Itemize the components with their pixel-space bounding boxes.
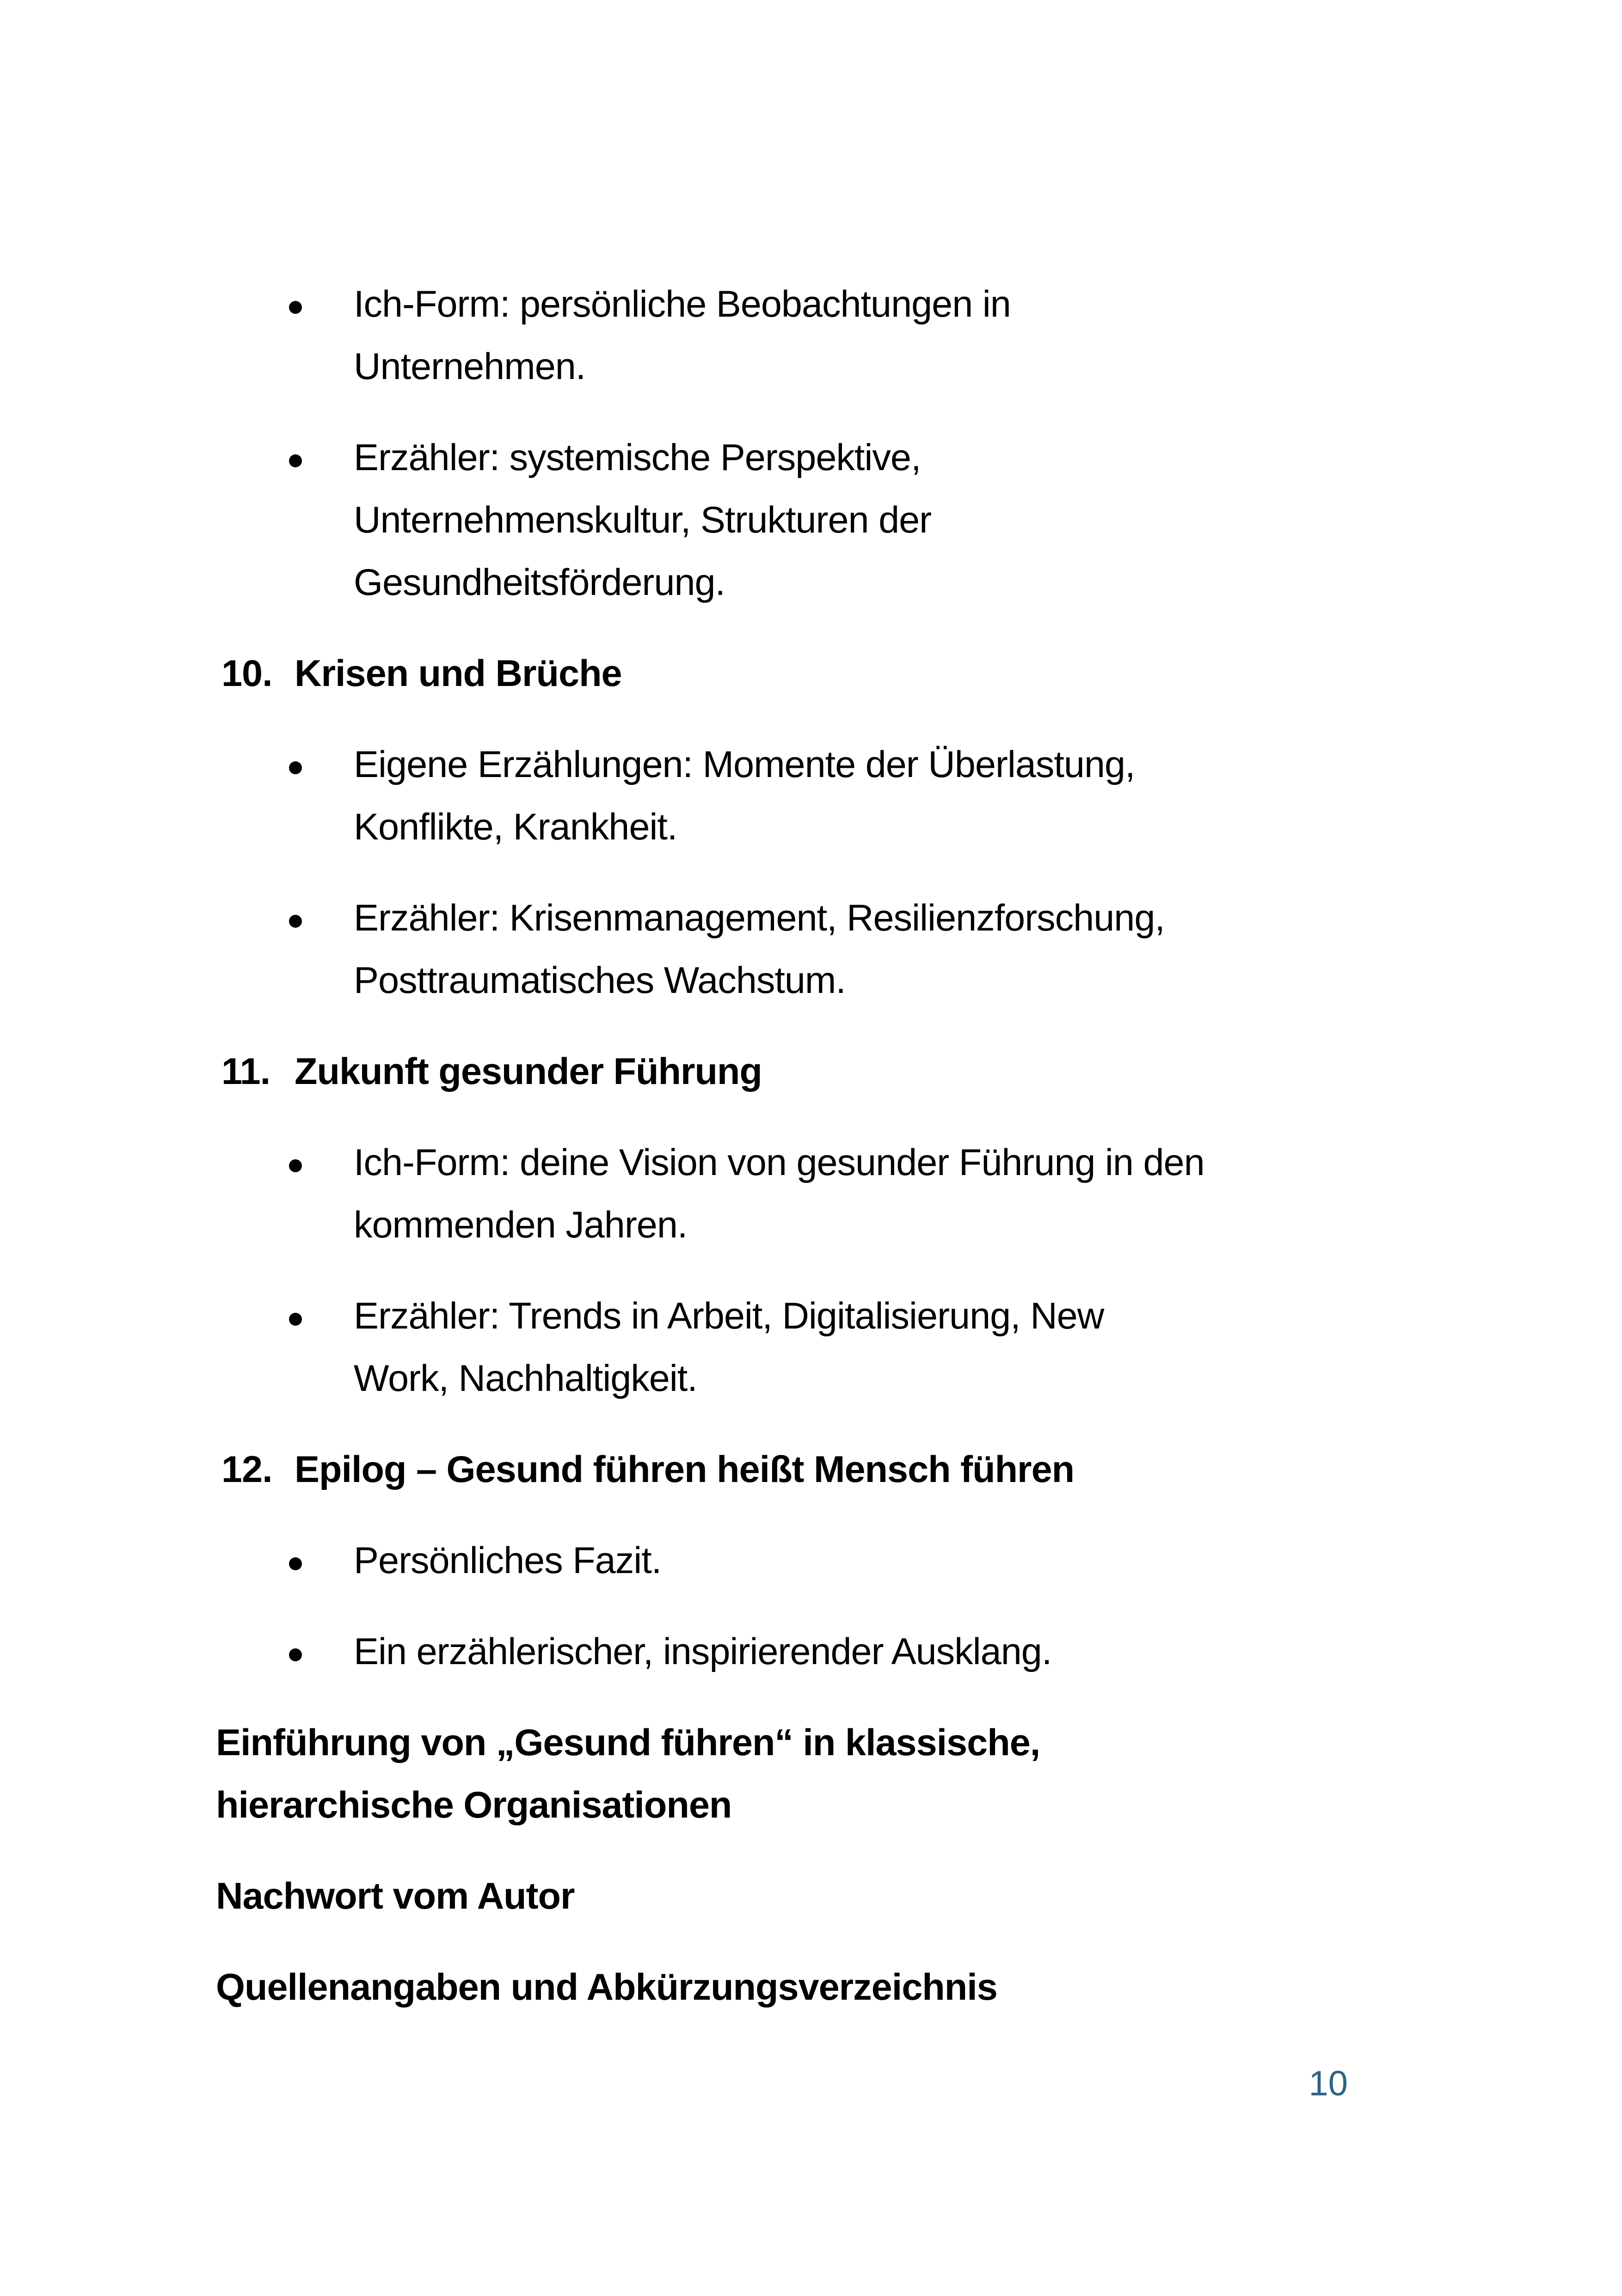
bullet-icon xyxy=(289,761,302,774)
list-item-text xyxy=(354,1621,1348,1683)
section-heading xyxy=(216,1439,1348,1501)
text-line: Ich-Form: persönliche Beobachtungen in xyxy=(354,283,1011,325)
list-item xyxy=(216,887,1348,1012)
section-heading xyxy=(216,643,1348,705)
bullet-icon xyxy=(289,1648,302,1661)
list-item-text xyxy=(354,427,1348,614)
text-line: Erzähler: Krisenmanagement, Resilienzforschung, xyxy=(354,897,1165,939)
list-item xyxy=(216,734,1348,858)
section-heading xyxy=(216,1041,1348,1103)
bullet-icon xyxy=(289,1557,302,1570)
section-heading-text xyxy=(295,1439,1074,1501)
list-item-text xyxy=(354,1285,1348,1410)
text-line: Unternehmenskultur, Strukturen der xyxy=(354,499,932,541)
text-line: Gesundheitsförderung. xyxy=(354,562,725,603)
text-line: Epilog – Gesund führen heißt Mensch führen xyxy=(295,1449,1075,1490)
list-item-text xyxy=(354,273,1348,398)
list-item xyxy=(216,1621,1348,1683)
bold-paragraph xyxy=(216,1956,1348,2019)
bullet-icon xyxy=(289,454,302,467)
paragraph-text xyxy=(216,1956,1348,2019)
text-line: Unternehmen. xyxy=(354,346,586,387)
text-line: Zukunft gesunder Führung xyxy=(295,1051,762,1092)
paragraph-text xyxy=(216,1712,1348,1837)
section-number: 10. xyxy=(221,653,272,694)
text-line: Erzähler: systemische Perspektive, xyxy=(354,437,921,478)
list-item-text xyxy=(354,1530,1348,1592)
page-number: 10 xyxy=(1309,2064,1348,2103)
text-line: Ich-Form: deine Vision von gesunder Führung in den xyxy=(354,1142,1204,1183)
list-item xyxy=(216,427,1348,614)
text-line: Einführung von „Gesund führen“ in klassische, xyxy=(216,1722,1040,1763)
list-item-text xyxy=(354,887,1348,1012)
section-number: 11. xyxy=(221,1051,270,1092)
page-footer xyxy=(216,2066,1348,2101)
text-line: Persönliches Fazit. xyxy=(354,1540,662,1581)
section-heading-text xyxy=(295,1041,762,1103)
list-item xyxy=(216,1530,1348,1592)
list-item-text xyxy=(354,734,1348,858)
section-heading-text xyxy=(295,643,622,705)
text-line: Konflikte, Krankheit. xyxy=(354,806,677,848)
bold-paragraph xyxy=(216,1865,1348,1928)
section-number: 12. xyxy=(221,1449,272,1490)
text-line: Work, Nachhaltigkeit. xyxy=(354,1358,697,1399)
text-line: Nachwort vom Autor xyxy=(216,1875,575,1917)
text-line: Quellenangaben und Abkürzungsverzeichnis xyxy=(216,1966,997,2008)
text-line: Posttraumatisches Wachstum. xyxy=(354,960,846,1001)
document-body xyxy=(216,273,1348,2047)
bullet-icon xyxy=(289,301,302,314)
list-item xyxy=(216,273,1348,398)
bold-paragraph xyxy=(216,1712,1348,1837)
text-line: Eigene Erzählungen: Momente der Überlastung, xyxy=(354,744,1135,785)
list-item xyxy=(216,1285,1348,1410)
bullet-icon xyxy=(289,1313,302,1326)
text-line: Erzähler: Trends in Arbeit, Digitalisierung, New xyxy=(354,1295,1104,1337)
text-line: Ein erzählerischer, inspirierender Ausklang. xyxy=(354,1631,1052,1672)
text-line: hierarchische Organisationen xyxy=(216,1784,732,1826)
list-item-text xyxy=(354,1132,1348,1256)
bullet-icon xyxy=(289,1159,302,1172)
text-line: Krisen und Brüche xyxy=(295,653,622,694)
bullet-icon xyxy=(289,915,302,928)
paragraph-text xyxy=(216,1865,1348,1928)
text-line: kommenden Jahren. xyxy=(354,1204,688,1246)
list-item xyxy=(216,1132,1348,1256)
